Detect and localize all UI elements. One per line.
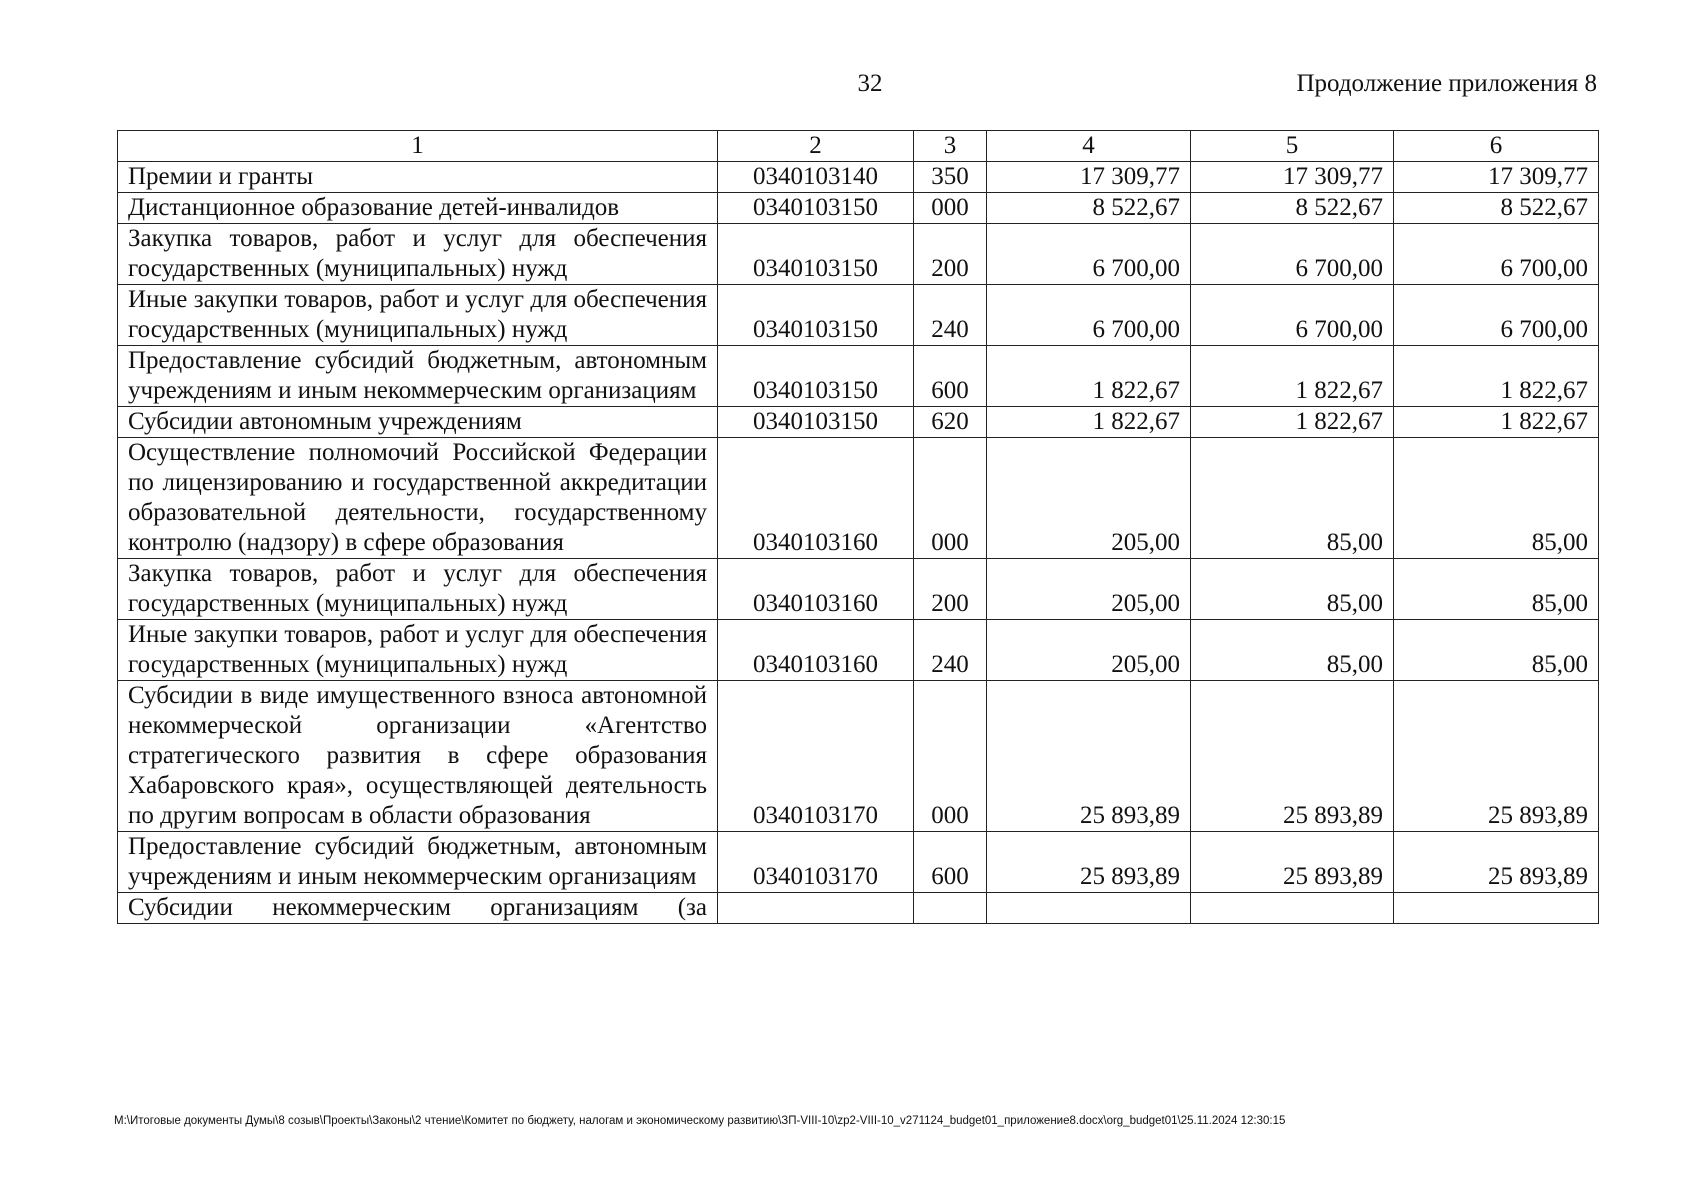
amount-year-1: 6 700,00 bbox=[987, 285, 1191, 346]
table-row bbox=[118, 193, 1599, 224]
amount-year-2: 1 822,67 bbox=[1191, 407, 1394, 438]
target-article-code: 0340103150 bbox=[718, 285, 914, 346]
expense-type-code bbox=[914, 893, 987, 924]
amount-year-1: 25 893,89 bbox=[987, 681, 1191, 832]
row-description: Субсидии в виде имущественного взноса автономной некоммерческой организации «Агентство стратегического развития в сфере образования Хабаровского края», осуществляющей деятельность по другим вопросам в области образования bbox=[118, 681, 718, 832]
table-row bbox=[118, 832, 1599, 893]
amount-year-1: 205,00 bbox=[987, 620, 1191, 681]
target-article-code: 0340103150 bbox=[718, 346, 914, 407]
row-description: Дистанционное образование детей-инвалидов bbox=[118, 193, 718, 224]
row-description: Иные закупки товаров, работ и услуг для обеспечения государственных (муниципальных) нужд bbox=[118, 620, 718, 681]
amount-year-2: 6 700,00 bbox=[1191, 224, 1394, 285]
expense-type-code: 240 bbox=[914, 620, 987, 681]
column-header: 5 bbox=[1191, 131, 1394, 162]
table-row bbox=[118, 224, 1599, 285]
amount-year-2: 8 522,67 bbox=[1191, 193, 1394, 224]
target-article-code: 0340103170 bbox=[718, 832, 914, 893]
row-description: Закупка товаров, работ и услуг для обеспечения государственных (муниципальных) нужд bbox=[118, 224, 718, 285]
amount-year-3: 25 893,89 bbox=[1394, 832, 1599, 893]
table-row bbox=[118, 162, 1599, 193]
amount-year-2 bbox=[1191, 893, 1394, 924]
target-article-code: 0340103160 bbox=[718, 438, 914, 559]
amount-year-3: 1 822,67 bbox=[1394, 407, 1599, 438]
amount-year-2: 85,00 bbox=[1191, 559, 1394, 620]
row-description: Закупка товаров, работ и услуг для обеспечения государственных (муниципальных) нужд bbox=[118, 559, 718, 620]
target-article-code bbox=[718, 893, 914, 924]
amount-year-3: 1 822,67 bbox=[1394, 346, 1599, 407]
budget-table bbox=[117, 130, 1599, 924]
expense-type-code: 000 bbox=[914, 438, 987, 559]
amount-year-1: 1 822,67 bbox=[987, 407, 1191, 438]
expense-type-code: 200 bbox=[914, 559, 987, 620]
amount-year-3: 25 893,89 bbox=[1394, 681, 1599, 832]
table-row bbox=[118, 681, 1599, 832]
amount-year-2: 17 309,77 bbox=[1191, 162, 1394, 193]
amount-year-3 bbox=[1394, 893, 1599, 924]
amount-year-3: 8 522,67 bbox=[1394, 193, 1599, 224]
row-description: Осуществление полномочий Российской Федерации по лицензированию и государственной аккредитации образовательной деятельности, государственному контролю (надзору) в сфере образования bbox=[118, 438, 718, 559]
expense-type-code: 600 bbox=[914, 346, 987, 407]
table-row bbox=[118, 346, 1599, 407]
target-article-code: 0340103160 bbox=[718, 559, 914, 620]
page-number: 32 bbox=[857, 70, 883, 97]
amount-year-1: 205,00 bbox=[987, 438, 1191, 559]
row-description: Предоставление субсидий бюджетным, автономным учреждениям и иным некоммерческим организациям bbox=[118, 832, 718, 893]
column-header: 3 bbox=[914, 131, 987, 162]
expense-type-code: 620 bbox=[914, 407, 987, 438]
table-row bbox=[118, 438, 1599, 559]
amount-year-2: 6 700,00 bbox=[1191, 285, 1394, 346]
amount-year-2: 85,00 bbox=[1191, 438, 1394, 559]
row-description: Иные закупки товаров, работ и услуг для обеспечения государственных (муниципальных) нужд bbox=[118, 285, 718, 346]
amount-year-1: 8 522,67 bbox=[987, 193, 1191, 224]
amount-year-2: 25 893,89 bbox=[1191, 832, 1394, 893]
table-row bbox=[118, 407, 1599, 438]
appendix-continuation-title: Продолжение приложения 8 bbox=[1296, 70, 1597, 97]
amount-year-1 bbox=[987, 893, 1191, 924]
target-article-code: 0340103150 bbox=[718, 193, 914, 224]
amount-year-1: 6 700,00 bbox=[987, 224, 1191, 285]
expense-type-code: 200 bbox=[914, 224, 987, 285]
document-file-path: M:\Итоговые документы Думы\8 созыв\Проекты\Законы\2 чтение\Комитет по бюджету, налогам и экономическому развитию\ЗП-VIII-10\zp2-VIII-10_v271124_budget01_приложение8.docx\org_budget01\25.11.2024 12:30:15 bbox=[114, 1115, 1286, 1127]
table-row bbox=[118, 559, 1599, 620]
table-row bbox=[118, 285, 1599, 346]
table-row bbox=[118, 620, 1599, 681]
amount-year-3: 85,00 bbox=[1394, 620, 1599, 681]
expense-type-code: 600 bbox=[914, 832, 987, 893]
amount-year-1: 17 309,77 bbox=[987, 162, 1191, 193]
amount-year-1: 205,00 bbox=[987, 559, 1191, 620]
expense-type-code: 000 bbox=[914, 681, 987, 832]
column-header: 1 bbox=[118, 131, 718, 162]
amount-year-3: 85,00 bbox=[1394, 559, 1599, 620]
table-header-row bbox=[118, 131, 1599, 162]
expense-type-code: 350 bbox=[914, 162, 987, 193]
amount-year-1: 25 893,89 bbox=[987, 832, 1191, 893]
amount-year-3: 6 700,00 bbox=[1394, 285, 1599, 346]
amount-year-2: 85,00 bbox=[1191, 620, 1394, 681]
target-article-code: 0340103150 bbox=[718, 407, 914, 438]
row-description: Премии и гранты bbox=[118, 162, 718, 193]
amount-year-2: 25 893,89 bbox=[1191, 681, 1394, 832]
expense-type-code: 240 bbox=[914, 285, 987, 346]
column-header: 6 bbox=[1394, 131, 1599, 162]
row-description: Субсидии автономным учреждениям bbox=[118, 407, 718, 438]
target-article-code: 0340103140 bbox=[718, 162, 914, 193]
table-row bbox=[118, 893, 1599, 924]
column-header: 2 bbox=[718, 131, 914, 162]
amount-year-1: 1 822,67 bbox=[987, 346, 1191, 407]
target-article-code: 0340103170 bbox=[718, 681, 914, 832]
row-description: Предоставление субсидий бюджетным, автономным учреждениям и иным некоммерческим организациям bbox=[118, 346, 718, 407]
amount-year-3: 17 309,77 bbox=[1394, 162, 1599, 193]
amount-year-3: 6 700,00 bbox=[1394, 224, 1599, 285]
target-article-code: 0340103160 bbox=[718, 620, 914, 681]
amount-year-3: 85,00 bbox=[1394, 438, 1599, 559]
column-header: 4 bbox=[987, 131, 1191, 162]
amount-year-2: 1 822,67 bbox=[1191, 346, 1394, 407]
row-description: Субсидии некоммерческим организациям (за bbox=[118, 893, 718, 924]
expense-type-code: 000 bbox=[914, 193, 987, 224]
target-article-code: 0340103150 bbox=[718, 224, 914, 285]
